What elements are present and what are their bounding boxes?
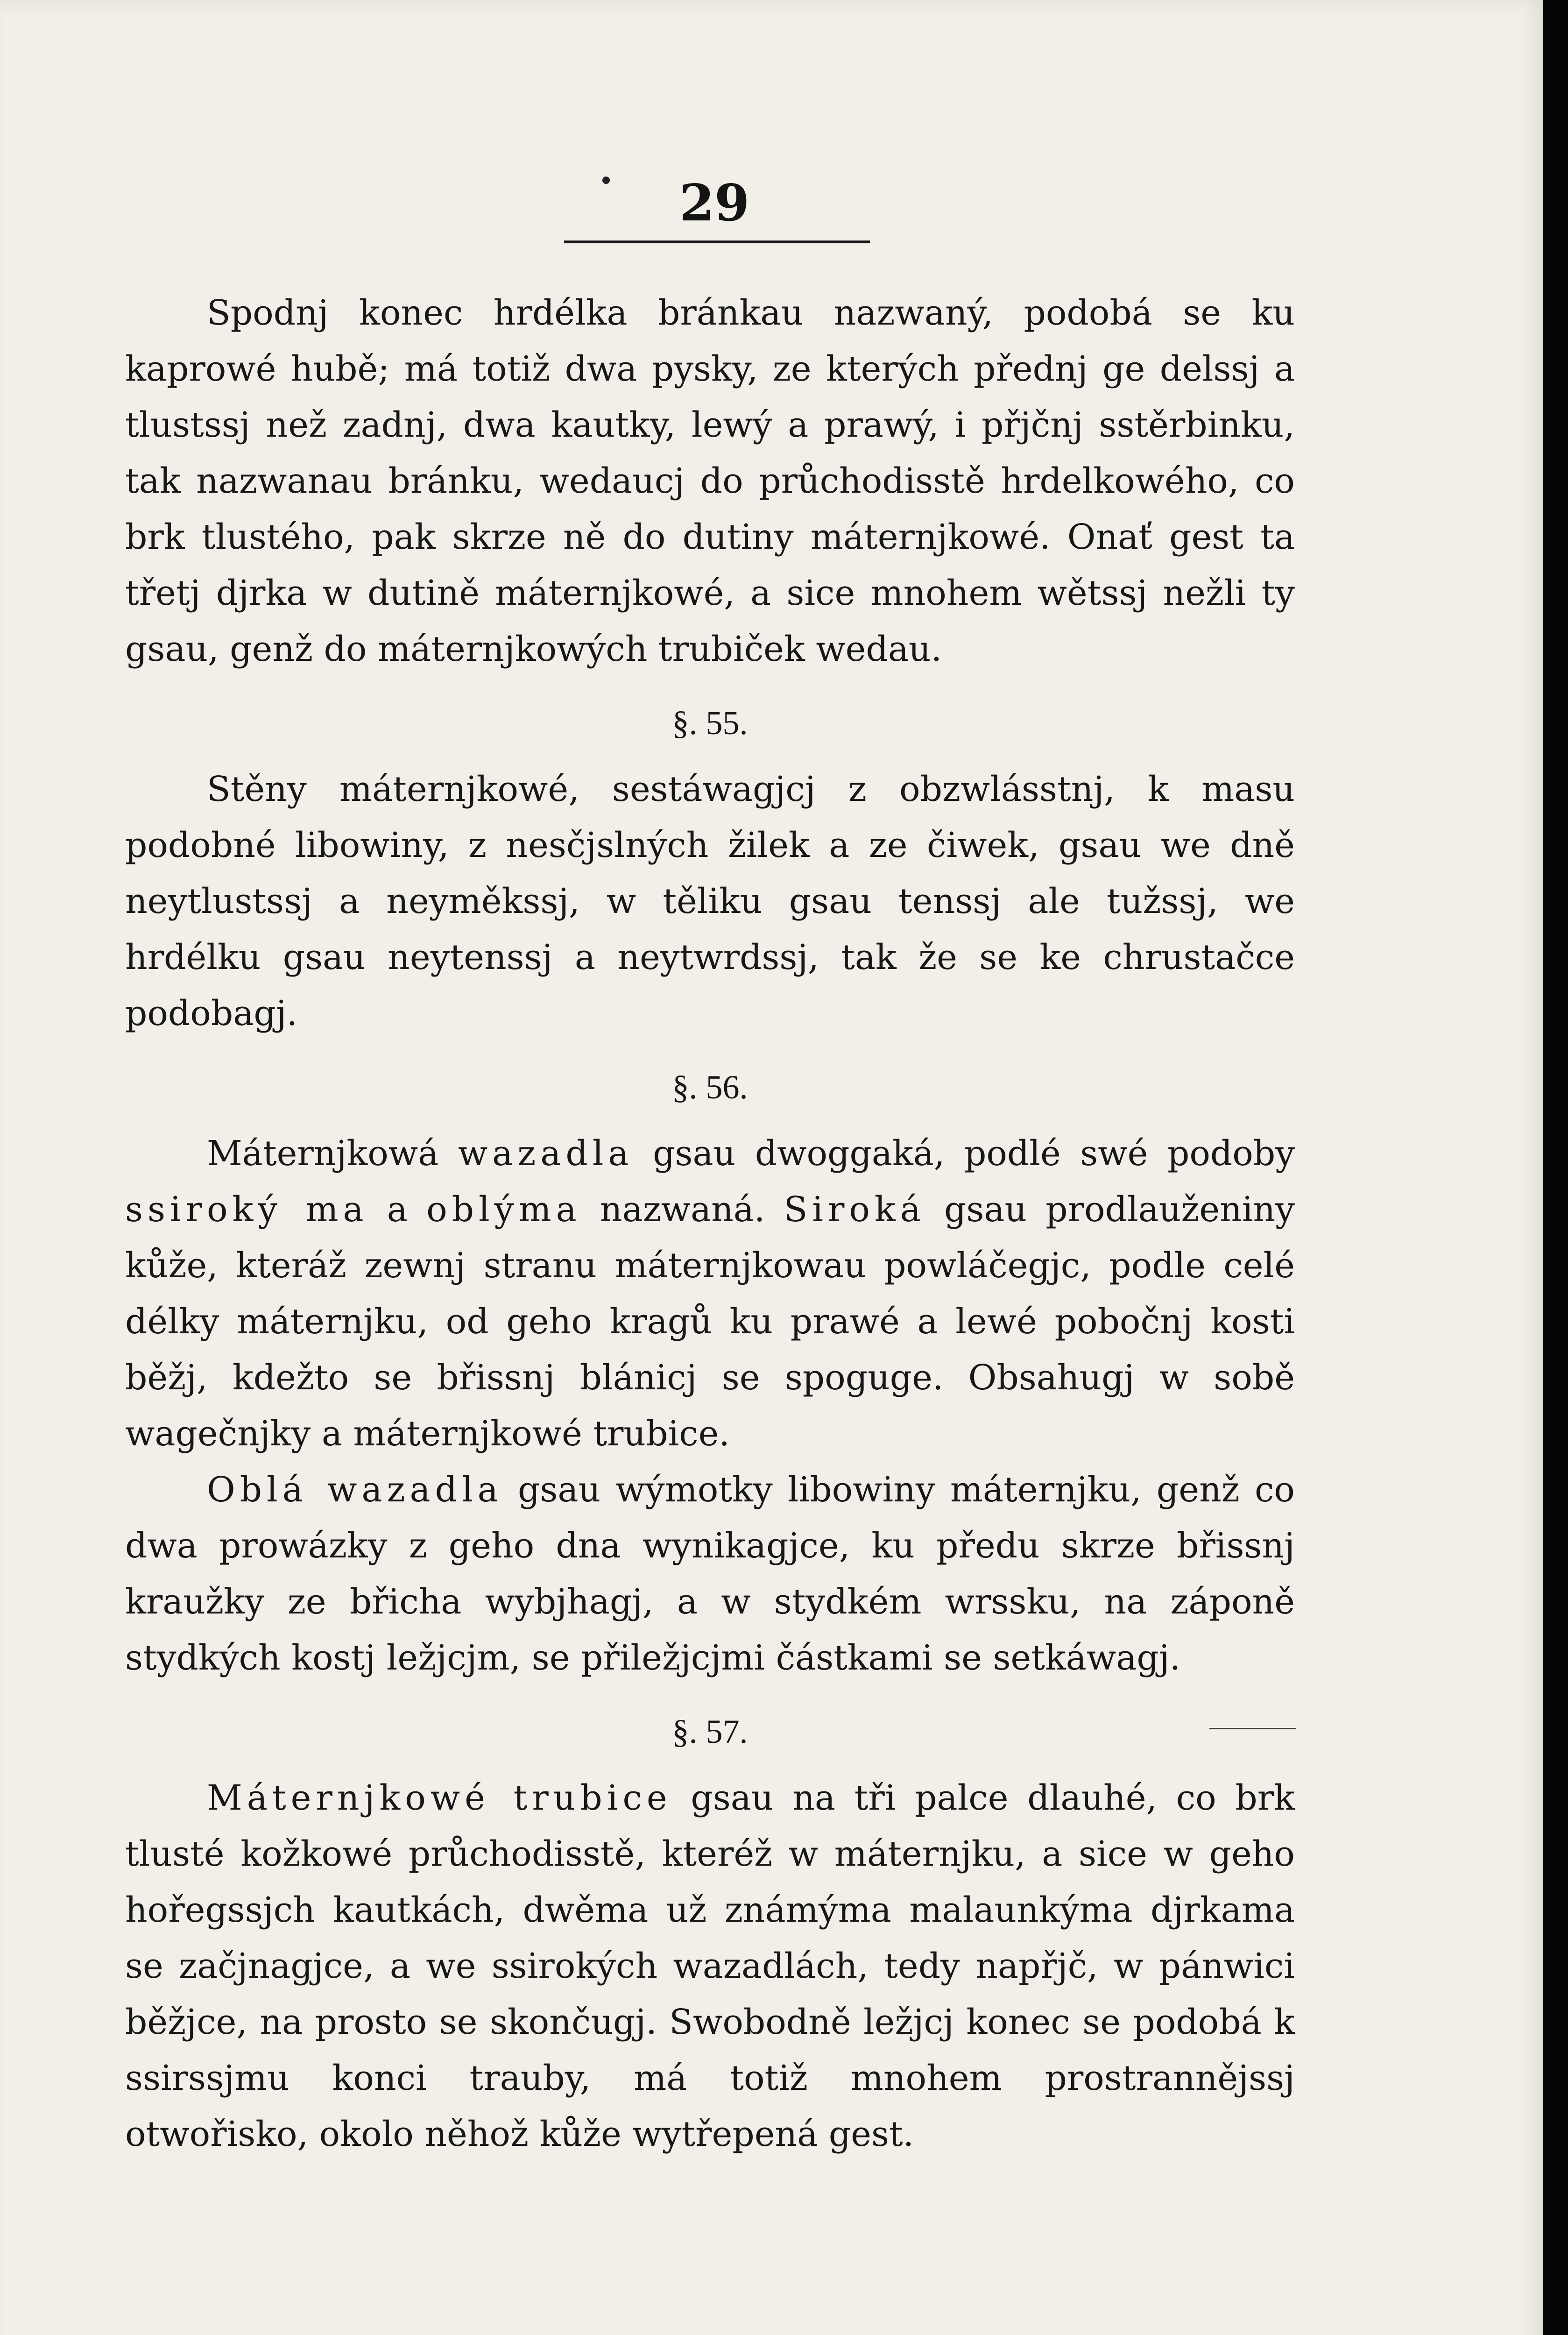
text-run: gsau na tři palce dlauhé, co brk tlusté kožkowé průchodisstě, kteréž w máternjku, a sice w geho hořegssjch kautkách, dwěma už známýma malaunkýma djrkama se začjnagjce, a we ssirokých wazadlách, tedy napřjč, w pánwici běžjce, na prosto se skončugj. Swobodně ležjcj konec se podobá k ssirssjmu konci trauby, má totiž mnohem prostrannějssj otwořisko, okolo něhož kůže wytřepená gest. [125, 1778, 1295, 2154]
page-number: 29 [679, 174, 750, 233]
paragraph: Spodnj konec hrdélka bránkau nazwaný, podobá se ku kaprowé hubě; má totiž dwa pysky, ze kterých přednj ge delssj a tlustssj než zadnj, dwa kautky, lewý a prawý, i přjčnj sstěrbinku, tak nazwanau bránku, wedaucj do průchodisstě hrdelkowého, co brk tlustého, pak skrze ně do dutiny máternjkowé. Onať gest ta třetj djrka w dutině máternjkowé, a sice mnohem wětssj nežli ty gsau, genž do máternjkowých trubiček wedau. [125, 293, 1295, 669]
section-heading-57: §. 57. [672, 1713, 748, 1750]
spaced-term: oblýma [426, 1189, 581, 1230]
text-run: gsau wýmotky libowiny máternjku, genž co dwa prowázky z geho dna wynikagjce, ku předu skrze břissnj kraužky ze břicha wybjhagj, a w stydkém wrssku, na záponě stydkých kostj ležjcjm, se přiležjcjmi částkami se setkáwagj. [125, 1470, 1295, 1678]
paragraph [125, 1125, 1295, 1462]
text-run: a [368, 1189, 427, 1230]
paragraph: Stěny máternjkowé, sestáwagjcj z obzwlásstnj, k masu podobné libowiny, z nesčjslných žilek a ze čiwek, gsau we dně neytlustssj a neyměkssj, w těliku gsau tenssj ale tužssj, we hrdélku gsau neytenssj a neytwrdssj, tak že se ke chrustačce podobagj. [125, 769, 1295, 1033]
text-run: nazwaná. [581, 1189, 784, 1230]
spaced-term: Máternjkowé trubice [207, 1778, 672, 1818]
text-run: Máternjkowá [207, 1133, 458, 1174]
spaced-term: ssiroký ma [125, 1189, 368, 1230]
section-heading-55: §. 55. [672, 704, 748, 742]
text-run: gsau prodlauženiny kůže, kteráž zewnj stranu máternjkowau powláčegjc, podle celé délky máternjku, od geho kragů ku prawé a lewé pobočnj kosti běžj, kdežto se břissnj blánicj se spoguge. Obsahugj w sobě wagečnjky a máternjkowé trubice. [125, 1189, 1295, 1454]
header-rule [564, 241, 870, 243]
spaced-term: wazadla [458, 1133, 634, 1174]
paragraph [125, 1462, 1295, 1686]
section-heading-56: §. 56. [672, 1068, 748, 1106]
page-body [125, 285, 1295, 2162]
spaced-term: Siroká [784, 1189, 925, 1230]
text-run: gsau dwoggaká, podlé swé podoby [633, 1133, 1295, 1174]
paragraph [125, 1770, 1295, 2162]
short-rule [1209, 1728, 1296, 1729]
spaced-term: Oblá wazadla [207, 1470, 503, 1510]
